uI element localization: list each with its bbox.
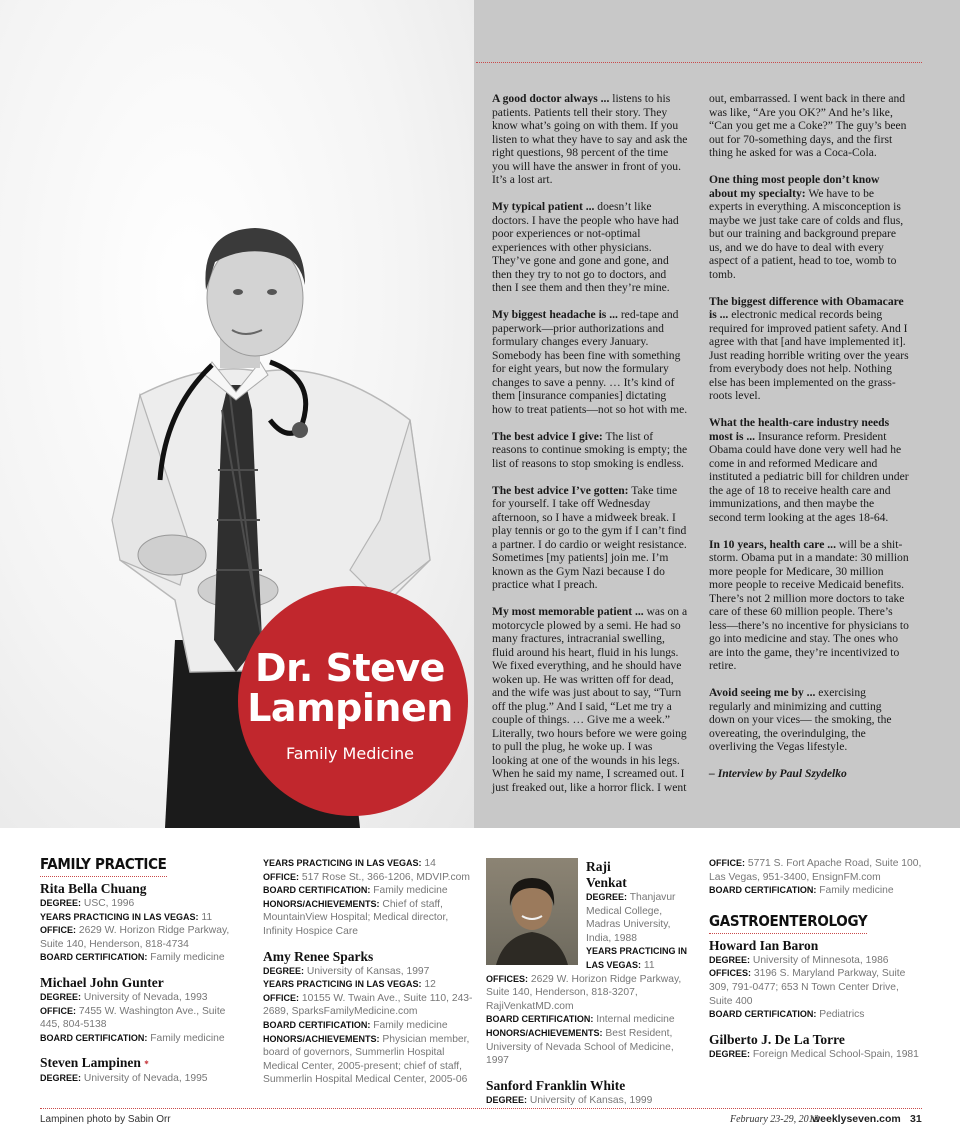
qa-paragraph: My most memorable patient ... was on a motorcycle plowed by a semi. He had so many fractures, intracranial swelling, fluid around his heart, fluid in his lungs. We fixed everything, and he should have woken up. He was written off for dead, and the wife was just about to say, “Turn off the plug.” And I said, “Let me try a couple of things. … Give me a week.” Literally, two hours before we were going to pull the plug, he woke up. I was looking at one of the wounds in his legs. When he said my name, I screamed out. I just freaked out, like a horror flick. I went <box>492 605 688 794</box>
doctor-name: Steven Lampinen * <box>40 1055 149 1071</box>
doctor-name: Howard Ian Baron <box>709 937 819 953</box>
feature-subtitle: Family Medicine <box>285 744 415 763</box>
doctor-name: Rita Bella Chuang <box>40 881 147 896</box>
doctor-name: Michael John Gunter <box>40 974 164 990</box>
section-heading-family-practice: FAMILY PRACTICE <box>40 855 167 877</box>
qa-paragraph: What the health-care industry needs most is ... Insurance reform. President Obama could have done very well had he come in and reformed Medicare and instituted a pediatric bill for children under the age of 18 to receive health care and immunizations, and then maybe the second term looking at the ages 18-64. <box>709 416 909 524</box>
qa-paragraph: One thing most people don’t know about my specialty: We have to be experts in everything. A misconception is maybe we just take care of colds and flus, but our training and background prepare us, and we do have to deal with every aspect of a patient, head to toe, womb to tomb. <box>709 173 904 281</box>
qa-paragraph: My typical patient ... doesn’t like doctors. I have the people who have had poor experiences or not-optimal experiences with other physicians. They’ve gone and gone and gone, and then they try to not go to doctors, and then I see them and then they’re mine. <box>492 200 679 294</box>
qa-paragraph: Avoid seeing me by ... exercising regularly and minimizing and cutting down on your vices— the smoking, the overeating, the overindulging, the overliving the Vegas lifestyle. <box>709 686 892 753</box>
photo-credit: Lampinen photo by Sabin Orr <box>40 1114 171 1125</box>
featured-marker: * <box>144 1059 149 1070</box>
qa-paragraph: The best advice I’ve gotten: Take time for yourself. I take off Wednesday afternoon, so I have a midweek break. I play tennis or go to the gym if I can’t find a partner. I do cardio or weight resistance. Sometimes [my patients] join me. I’m known as the Gym Nazi because I do practice what I preach. <box>492 483 687 591</box>
qa-paragraph: In 10 years, health care ... will be a shit-storm. Obama put in a mandate: 30 million more people for Medicare, 30 million more people to receive Medicaid benefits. There’s not 2 million more doctors to take care of these 60 million people. There’s less—there’s no incentive for physicians to go into medicine and stay. The ones who are into the game, they’re incentivized to retire. <box>709 537 909 672</box>
issue-date: February 23-29, 2012 <box>730 1114 819 1125</box>
footer-divider <box>40 1108 922 1109</box>
qa-paragraph: A good doctor always ... listens to his patients. Patients tell their story. They know what’s going on with them. If you listen to what they have to say and ask the right questions, 98 percent of the time you will have the answer in front of you. It’s a lost art. <box>492 92 688 186</box>
directory-column-1: FAMILY PRACTICE Rita Bella Chuang DEGREE: USC, 1996 YEARS PRACTICING IN LAS VEGAS: 11 OFFICE: 2629 W. Horizon Ridge Parkway, Suite 140, Henderson, 818-4734 BOARD CERTIFICATION: Family medicine Michael John Gunter DEGREE: University of Nevada, 1993 OFFICE: 7455 W. Washington Ave., Suite 445, 804-5138 BOARD CERTIFICATION: Family medicine Steven Lampinen * DEGREE: University of Nevada, 1995 <box>40 855 240 1086</box>
doctor-name: Raji Venkat <box>586 859 627 890</box>
doctor-name: Sanford Franklin White <box>486 1077 626 1093</box>
website-link[interactable]: weeklyseven.com <box>812 1113 901 1125</box>
panel-divider <box>476 62 922 63</box>
qa-paragraph: My biggest headache is ... red-tape and paperwork—prior authorizations and formulary changes every January. Somebody has been fine with something for eight years, but now the formulary changes to save a penny. … It’s kind of them [insurance companies] dictating how to treat patients—not so hot with me. <box>492 308 688 416</box>
interview-credit: – Interview by Paul Szydelko <box>709 767 847 780</box>
section-heading-gastroenterology: GASTROENTEROLOGY <box>709 912 867 934</box>
directory-column-2: YEARS PRACTICING IN LAS VEGAS: 14 OFFICE: 517 Rose St., 366-1206, MDVIP.com BOARD CERTIFICATION: Family medicine HONORS/ACHIEVEMENTS: Chief of staff, MountainView Hospital; Medical director, Infinity Hospice Care Amy Renee Sparks DEGREE: University of Kansas, 1997 YEARS PRACTICING IN LAS VEGAS: 12 OFFICE: 10155 W. Twain Ave., Suite 110, 243-2689, SparksFamilyMedicine.com BOARD CERTIFICATION: Family medicine HONORS/ACHIEVEMENTS: Physician member, board of governors, Summerlin Hospital Medical Center, 2005-present; chief of staff, Summerlin Hospital Medical Center, 2005-06 <box>263 857 475 1087</box>
title-line-2: Lampinen <box>247 686 453 730</box>
qa-paragraph: The biggest difference with Obamacare is ... electronic medical records being required for improved patient safety. And I agree with that [and have implemented it]. Just reading horrible writing over the years from everybody does not help. Nothing else has been implemented on the grass-roots level. <box>709 294 909 402</box>
page-number: 31 <box>910 1113 922 1125</box>
feature-title <box>230 648 470 728</box>
directory-column-4: OFFICE: 5771 S. Fort Apache Road, Suite 100, Las Vegas, 951-3400, EnsignFM.com BOARD CERTIFICATION: Family medicine GASTROENTEROLOGY Howard Ian Baron DEGREE: University of Minnesota, 1986 OFFICES: 3196 S. Maryland Parkway, Suite 309, 791-0477; 653 N Town Center Drive, Suite 400 BOARD CERTIFICATION: Pediatrics Gilberto J. De La Torre DEGREE: Foreign Medical School-Spain, 1981 <box>709 857 924 1061</box>
interview-column-2 <box>709 92 909 794</box>
interview-column-1 <box>492 92 688 808</box>
title-line-1: Dr. Steve <box>255 646 445 690</box>
qa-paragraph: out, embarrassed. I went back in there and was like, “Are you OK?” And he’s like, “Can you get me a Coke?” The guy’s been out for 70-something days, and the first thing he asked for was a Coca-Cola. <box>709 92 907 159</box>
doctor-name: Gilberto J. De La Torre <box>709 1031 845 1047</box>
doctor-name: Amy Renee Sparks <box>263 948 374 964</box>
directory-column-3: Raji Venkat DEGREE: Thanjavur Medical College, Madras University, India, 1988 YEARS PRACTICING IN LAS VEGAS: 11 OFFICES: 2629 W. Horizon Ridge Parkway, Suite 140, Henderson, 818-3207, RajiVenkatMD.com BOARD CERTIFICATION: Internal medicine HONORS/ACHIEVEMENTS: Best Resident, University of Nevada School of Medicine, 1997 Sanford Franklin White DEGREE: University of Kansas, 1999 <box>486 855 696 1107</box>
qa-paragraph: The best advice I give: The list of reasons to continue smoking is empty; the list of reasons to stop smoking is endless. <box>492 429 688 470</box>
